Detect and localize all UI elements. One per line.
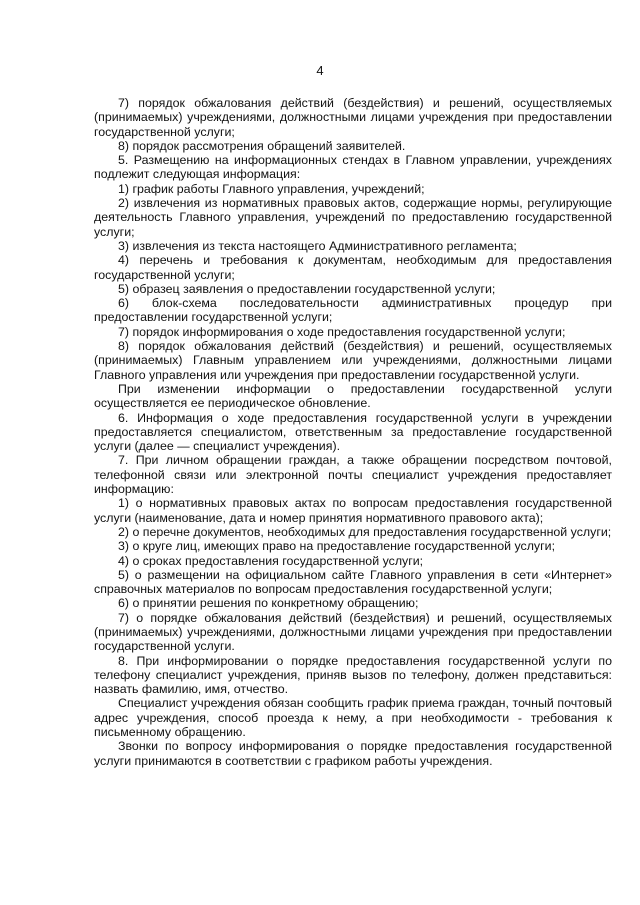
paragraph: 8) порядок рассмотрения обращений заявителей.	[118, 138, 406, 153]
paragraph: 4) перечень и требования к документам, необходимым для предоставления государственной услуги;	[94, 253, 612, 282]
paragraph: 7) порядок информирования о ходе предоставления государственной услуги;	[118, 324, 566, 339]
paragraph: 3) извлечения из текста настоящего Административного регламента;	[118, 238, 517, 253]
paragraph: Специалист учреждения обязан сообщить график приема граждан, точный почтовый адрес учреждения, способ проезда к нему, а при необходимости - требования к письменному обращению.	[94, 696, 612, 740]
paragraph: 8) порядок обжалования действий (бездействия) и решений, осуществляемых (принимаемых) Главным управлением или учреждениями, должностными лицами Главного управления или учреждения при предоставлении государственной услуги.	[94, 339, 612, 382]
paragraph: При изменении информации о предоставлении государственной услуги осуществляется ее периодическое обновление.	[94, 381, 612, 411]
paragraph: 1) график работы Главного управления, учреждений;	[118, 181, 425, 196]
paragraph: 6) о принятии решения по конкретному обращению;	[118, 596, 419, 611]
paragraph: 7. При личном обращении граждан, а также обращении посредством почтовой, телефонной связи или электронной почты специалист учреждения предоставляет информацию:	[94, 453, 612, 497]
page-number: 4	[316, 63, 324, 78]
paragraph: 7) о порядке обжалования действий (бездействия) и решений, осуществляемых (принимаемых) учреждениями, должностными лицами учреждения при предоставлении государственной услуги.	[94, 610, 612, 654]
paragraph: 8. При информировании о порядке предоставления государственной услуги по телефону специалист учреждения, приняв вызов по телефону, должен представиться: назвать фамилию, имя, отчество.	[94, 653, 612, 697]
paragraph: 7) порядок обжалования действий (бездействия) и решений, осуществляемых (принимаемых) учреждениями, должностными лицами учреждения при предоставлении государственной услуги;	[94, 96, 612, 139]
paragraph: 6. Информация о ходе предоставления государственной услуги в учреждении предоставляется специалистом, ответственным за предоставление государственной услуги (далее — специалист учреждения).	[94, 410, 612, 454]
paragraph: 5) о размещении на официальном сайте Главного управления в сети «Интернет» справочных материалов по вопросам предоставления государственной услуги;	[94, 567, 612, 597]
paragraph: 4) о сроках предоставления государственной услуги;	[118, 553, 424, 568]
paragraph: 3) о круге лиц, имеющих право на предоставление государственной услуги;	[118, 539, 556, 554]
paragraph: 2) о перечне документов, необходимых для предоставления государственной услуги;	[118, 524, 612, 539]
paragraph: 5) образец заявления о предоставлении государственной услуги;	[118, 281, 496, 296]
paragraph: 1) о нормативных правовых актах по вопросам предоставления государственной услуги (наименование, дата и номер принятия нормативного правового акта);	[94, 496, 612, 525]
paragraph: 6) блок-схема последовательности административных процедур при предоставлении государственной услуги;	[94, 296, 612, 325]
paragraph: 2) извлечения из нормативных правовых актов, содержащие нормы, регулирующие деятельность Главного управления, учреждений по предоставлению государственной услуги;	[94, 196, 612, 239]
paragraph: 5. Размещению на информационных стендах в Главном управлении, учреждениях подлежит следующая информация:	[94, 153, 612, 182]
paragraph: Звонки по вопросу информирования о порядке предоставления государственной услуги принимаются в соответствии с графиком работы учреждения.	[94, 739, 612, 768]
document-body	[94, 96, 612, 768]
